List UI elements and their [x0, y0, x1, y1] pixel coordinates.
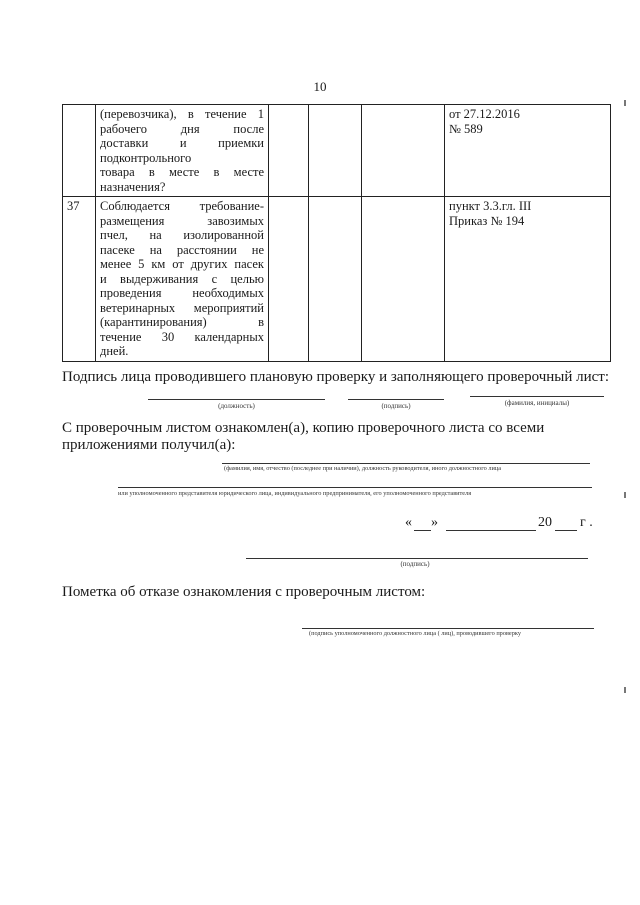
representative-line — [118, 487, 592, 488]
caption-acquaint-signature: (подпись) — [400, 560, 430, 568]
cell-line: ветеринарных мероприятий — [100, 300, 264, 315]
cell-line: Приказ № 194 — [449, 213, 525, 228]
cell-line: (перевозчика), в течение 1 — [100, 107, 264, 121]
empty-cell — [362, 105, 445, 197]
acquaint-signature-line — [246, 558, 588, 559]
position-line — [148, 399, 325, 400]
date-suffix: г . — [580, 515, 593, 530]
reference-cell — [445, 197, 611, 362]
signature-line — [348, 399, 444, 400]
empty-cell — [309, 105, 362, 197]
name-line — [470, 396, 604, 397]
page-number: 10 — [313, 79, 327, 94]
cell-line: дней. — [100, 344, 129, 358]
acquaint-heading-line2: приложениями получил(а): — [62, 437, 236, 453]
cell-line: Соблюдается требование- — [100, 199, 264, 213]
caption-name: (фамилия, инициалы) — [504, 399, 570, 407]
scan-mark — [624, 100, 626, 106]
date-quote-close: » — [431, 515, 438, 530]
cell-line: и выдерживания с целью — [100, 271, 264, 286]
empty-cell — [269, 197, 309, 362]
cell-line: товара в месте в месте — [100, 165, 264, 179]
reference-cell — [445, 105, 611, 197]
cell-line: (карантинирования) в — [100, 315, 264, 329]
refusal-signature-line — [302, 628, 594, 629]
cell-line: пункт 3.3.гл. III — [449, 199, 532, 213]
refusal-heading: Пометка об отказе ознакомления с проверочным листом: — [62, 584, 426, 600]
acquaint-heading-line1: С проверочным листом ознакомлен(а), копию проверочного листа со всеми — [62, 420, 545, 436]
row-number-cell: 37 — [63, 197, 96, 362]
date-year-line[interactable] — [555, 530, 577, 531]
date-month-line[interactable] — [446, 530, 536, 531]
caption-fio-line1: (фамилия, имя, отчество (последнее при наличии), должность руководителя, иного должностного лица — [224, 465, 502, 472]
date-day-line[interactable] — [414, 530, 431, 531]
cell-line: подконтрольного — [100, 150, 192, 165]
requirement-cell — [96, 105, 269, 197]
cell-line: доставки и приемки — [100, 136, 264, 150]
checklist-table — [62, 104, 611, 362]
cell-line: пасеке на расстоянии не — [100, 242, 264, 257]
cell-line: размещения завозимых — [100, 213, 264, 228]
cell-line: рабочего дня после — [100, 121, 264, 136]
requirement-cell — [96, 197, 269, 362]
caption-position: (должность) — [218, 402, 255, 410]
caption-refusal: (подпись уполномоченного должностного лица ( лиц), проводившего проверку — [309, 630, 521, 637]
caption-fio-line2: или уполномоченного представителя юридического лица, индивидуального предпринимателя, его уполномоченного представителя — [118, 490, 472, 497]
cell-line: № 589 — [449, 121, 483, 136]
scan-mark — [624, 492, 626, 498]
cell-line: менее 5 км от других пасек — [100, 257, 264, 271]
empty-cell — [309, 197, 362, 362]
fio-line — [222, 463, 590, 464]
signature-heading: Подпись лица проводившего плановую проверку и заполняющего проверочный лист: — [62, 369, 610, 385]
table-row — [63, 105, 611, 197]
date-year: 20 — [538, 515, 552, 530]
scan-mark — [624, 687, 626, 693]
row-number-cell — [63, 105, 96, 197]
empty-cell — [269, 105, 309, 197]
cell-line: назначения? — [100, 179, 166, 194]
caption-signature: (подпись) — [381, 402, 411, 410]
cell-line: проведения необходимых — [100, 286, 264, 300]
cell-line: течение 30 календарных — [100, 329, 264, 344]
cell-line: пчел, на изолированной — [100, 228, 264, 242]
table-row — [63, 197, 611, 362]
cell-line: от 27.12.2016 — [449, 107, 520, 121]
empty-cell — [362, 197, 445, 362]
date-quote-open: « — [405, 515, 412, 530]
